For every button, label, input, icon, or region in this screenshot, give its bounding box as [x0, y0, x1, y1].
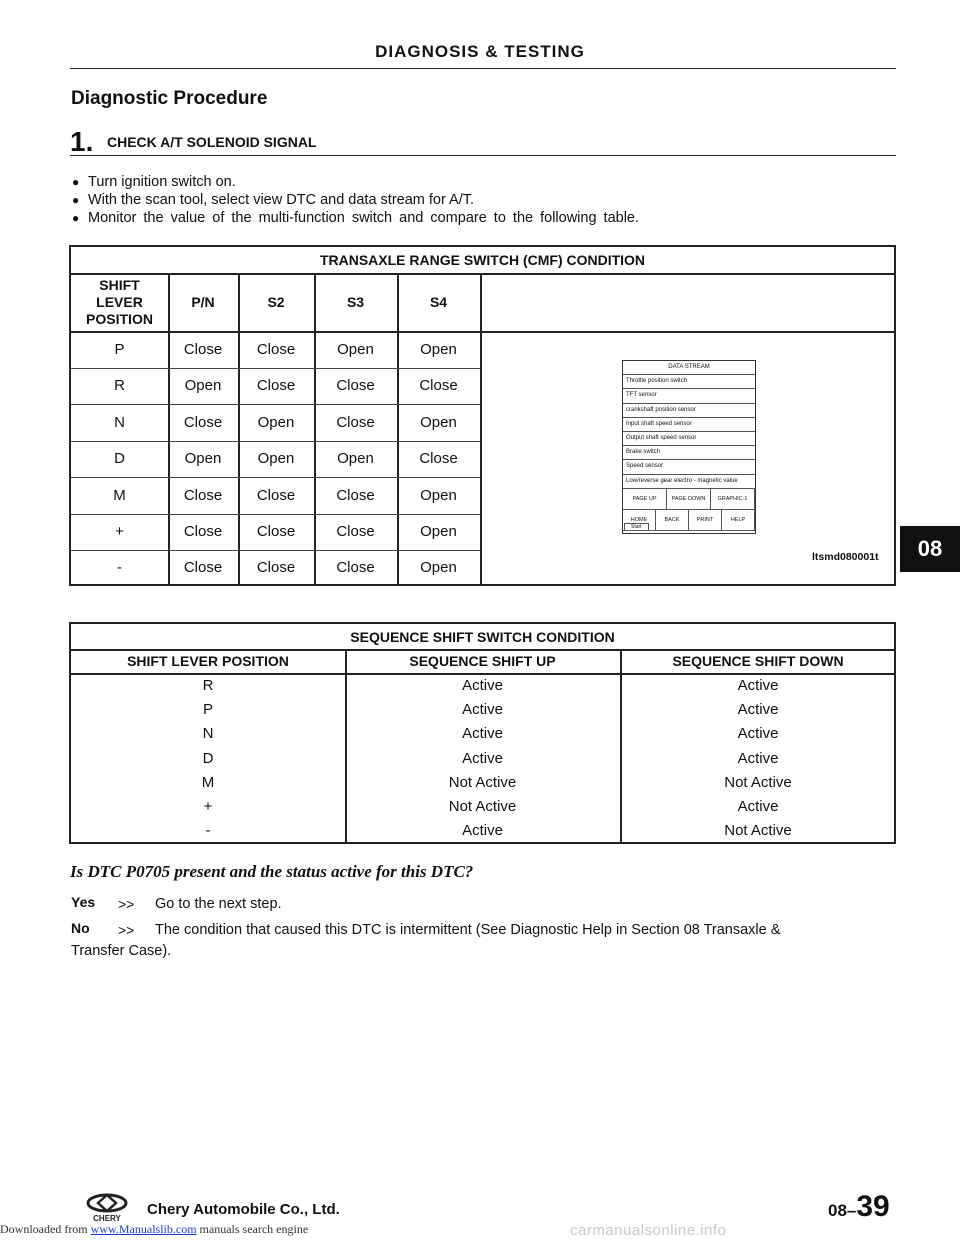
- step-number: 1.: [70, 126, 94, 157]
- header-line: POSITION: [86, 311, 153, 327]
- data-stream-button-row: [623, 489, 755, 510]
- cell-shift-down: Active: [737, 750, 779, 767]
- cell-position: R: [114, 377, 125, 394]
- cell-s3: Close: [336, 414, 375, 431]
- table-header-row: [71, 649, 894, 675]
- cell-s2: Close: [256, 341, 296, 358]
- cell-s4: Open: [420, 523, 457, 540]
- list-item: [72, 209, 639, 227]
- cell-position: M: [201, 774, 215, 791]
- print-button: PRINT: [689, 510, 722, 531]
- data-stream-item: Low/reverse gear electro - magnetic value: [623, 475, 755, 489]
- cell-s3: Open: [337, 450, 374, 467]
- cell-position: -: [117, 559, 122, 576]
- answer-no-text-continued: Transfer Case).: [71, 943, 172, 959]
- download-suffix: manuals search engine: [196, 1222, 309, 1236]
- page-number: [828, 1190, 890, 1224]
- cell-pn: Close: [183, 341, 223, 358]
- header-s4: S4: [429, 294, 448, 310]
- page-up-button: PAGE UP: [623, 489, 667, 510]
- bullet-icon: ●: [72, 193, 80, 207]
- cell-s3: Close: [336, 523, 375, 540]
- cell-s2: Open: [257, 450, 295, 467]
- start-button: Start: [624, 523, 649, 531]
- cell-s3: Close: [336, 559, 375, 576]
- answer-no-label: No: [71, 920, 90, 936]
- header-sequence-shift-down: SEQUENCE SHIFT DOWN: [672, 653, 844, 669]
- cell-pn: Close: [183, 414, 223, 431]
- cell-shift-up: Active: [462, 750, 503, 767]
- step-rule: [70, 155, 896, 156]
- cell-shift-up: Active: [462, 701, 503, 718]
- row-separator: [71, 550, 480, 551]
- header-line: SHIFT: [99, 277, 140, 293]
- row-separator: [71, 404, 480, 405]
- row-separator: [71, 441, 480, 442]
- page-prefix: 08–: [828, 1201, 857, 1220]
- page-number-value: 39: [856, 1190, 890, 1223]
- transaxle-range-table: [69, 245, 896, 586]
- cell-s2: Open: [257, 414, 295, 431]
- chery-logo-icon: [86, 1192, 128, 1222]
- answer-arrow: >>: [118, 922, 135, 938]
- diagnostic-question: Is DTC P0705 present and the status active for this DTC?: [70, 862, 474, 881]
- section-tab: 08: [900, 526, 960, 572]
- step-title: CHECK A/T SOLENOID SIGNAL: [107, 134, 317, 150]
- data-stream-item: Brake switch: [623, 446, 755, 460]
- cell-s3: Close: [336, 487, 375, 504]
- bullet-icon: ●: [72, 211, 80, 225]
- data-stream-item: Throttle position switch: [623, 375, 755, 389]
- figure-id: ltsmd080001t: [812, 551, 879, 563]
- bullet-text: Monitor the value of the multi-function switch and compare to the following table.: [88, 210, 640, 226]
- data-stream-item: Speed sensor: [623, 460, 755, 474]
- cell-pn: Close: [183, 559, 223, 576]
- header-sequence-shift-up: SEQUENCE SHIFT UP: [409, 653, 556, 669]
- cell-position: D: [114, 450, 125, 467]
- header-shift-lever-position: [71, 277, 168, 328]
- header-shift-lever-position: SHIFT LEVER POSITION: [127, 653, 289, 669]
- list-item: [72, 173, 639, 191]
- cell-position: -: [205, 822, 211, 839]
- bullet-icon: ●: [72, 175, 80, 189]
- cell-position: D: [202, 750, 214, 767]
- cell-pn: Close: [183, 523, 223, 540]
- row-separator: [71, 514, 480, 515]
- column-divider: [480, 273, 482, 584]
- cell-shift-down: Active: [737, 701, 779, 718]
- download-notice: [0, 1222, 308, 1237]
- cell-position: M: [113, 487, 126, 504]
- data-stream-figure: [622, 360, 756, 534]
- cell-s2: Close: [256, 377, 296, 394]
- answer-yes-text: Go to the next step.: [155, 896, 282, 912]
- header-pn: P/N: [191, 294, 215, 310]
- header-s3: S3: [346, 294, 365, 310]
- header-line: LEVER: [96, 294, 143, 310]
- back-button: BACK: [656, 510, 689, 531]
- help-button: HELP: [722, 510, 755, 531]
- cell-shift-down: Active: [737, 677, 779, 694]
- cell-s2: Close: [256, 523, 296, 540]
- cell-position: N: [202, 725, 214, 742]
- data-stream-item: TFT sensor: [623, 389, 755, 403]
- cell-position: +: [203, 798, 213, 815]
- cell-s4: Open: [420, 414, 457, 431]
- answer-arrow: >>: [118, 896, 135, 912]
- download-prefix: Downloaded from: [0, 1222, 88, 1236]
- company-name: Chery Automobile Co., Ltd.: [147, 1201, 340, 1218]
- answer-yes-label: Yes: [71, 894, 96, 910]
- data-stream-item: crankshaft position sensor: [623, 404, 755, 418]
- table-caption: SEQUENCE SHIFT SWITCH CONDITION: [71, 624, 894, 651]
- cell-shift-down: Not Active: [724, 774, 792, 791]
- graphic-button: GRAPHIC-1: [711, 489, 755, 510]
- cell-s3: Close: [336, 377, 375, 394]
- start-bar: [624, 523, 754, 532]
- row-separator: [71, 368, 480, 369]
- answer-no-text: The condition that caused this DTC is intermittent (See Diagnostic Help in Section 08 Transaxle &: [155, 922, 781, 938]
- header-s2: S2: [267, 294, 285, 310]
- header-rule: [70, 68, 896, 69]
- cell-position: N: [114, 414, 125, 431]
- cell-shift-up: Active: [462, 822, 503, 839]
- manualslib-link[interactable]: www.Manualslib.com: [90, 1222, 197, 1236]
- data-stream-title: DATA STREAM: [623, 361, 755, 375]
- page-header-title: DIAGNOSIS & TESTING: [375, 42, 585, 61]
- page-down-button: PAGE DOWN: [667, 489, 711, 510]
- cell-pn: Close: [183, 487, 223, 504]
- cell-s3: Open: [337, 341, 374, 358]
- cell-shift-up: Not Active: [448, 774, 517, 791]
- row-separator: [71, 477, 480, 478]
- cell-s4: Close: [419, 377, 458, 394]
- bullet-text: Turn ignition switch on.: [88, 174, 236, 190]
- watermark: carmanualsonline.info: [570, 1222, 727, 1239]
- data-stream-item: Output shaft speed sensor: [623, 432, 755, 446]
- table-caption: TRANSAXLE RANGE SWITCH (CMF) CONDITION: [71, 247, 894, 275]
- home-button: HOME: [623, 510, 656, 531]
- cell-shift-down: Active: [737, 725, 779, 742]
- cell-position: +: [115, 523, 124, 540]
- header-separator: [71, 331, 894, 333]
- cell-pn: Open: [184, 377, 222, 394]
- cell-s4: Open: [420, 341, 457, 358]
- cell-s2: Close: [256, 487, 296, 504]
- cell-position: P: [202, 701, 213, 718]
- cell-s4: Open: [420, 487, 457, 504]
- cell-shift-down: Not Active: [724, 822, 792, 839]
- cell-pn: Open: [184, 450, 222, 467]
- cell-shift-up: Not Active: [448, 798, 517, 815]
- procedure-title: Diagnostic Procedure: [71, 88, 268, 109]
- cell-s4: Close: [419, 450, 458, 467]
- cell-shift-up: Active: [462, 677, 503, 694]
- data-stream-item: Input shaft speed sensor: [623, 418, 755, 432]
- list-item: [72, 191, 639, 209]
- cell-s4: Open: [420, 559, 457, 576]
- chery-logo: [86, 1192, 128, 1222]
- cell-s2: Close: [256, 559, 296, 576]
- cell-position: R: [202, 677, 214, 694]
- cell-shift-down: Active: [737, 798, 779, 815]
- sequence-shift-table: [69, 622, 896, 844]
- bullet-text: With the scan tool, select view DTC and data stream for A/T.: [88, 192, 475, 208]
- instruction-list: [72, 173, 639, 227]
- cell-position: P: [114, 341, 125, 358]
- logo-text: CHERY: [93, 1214, 121, 1222]
- cell-shift-up: Active: [462, 725, 503, 742]
